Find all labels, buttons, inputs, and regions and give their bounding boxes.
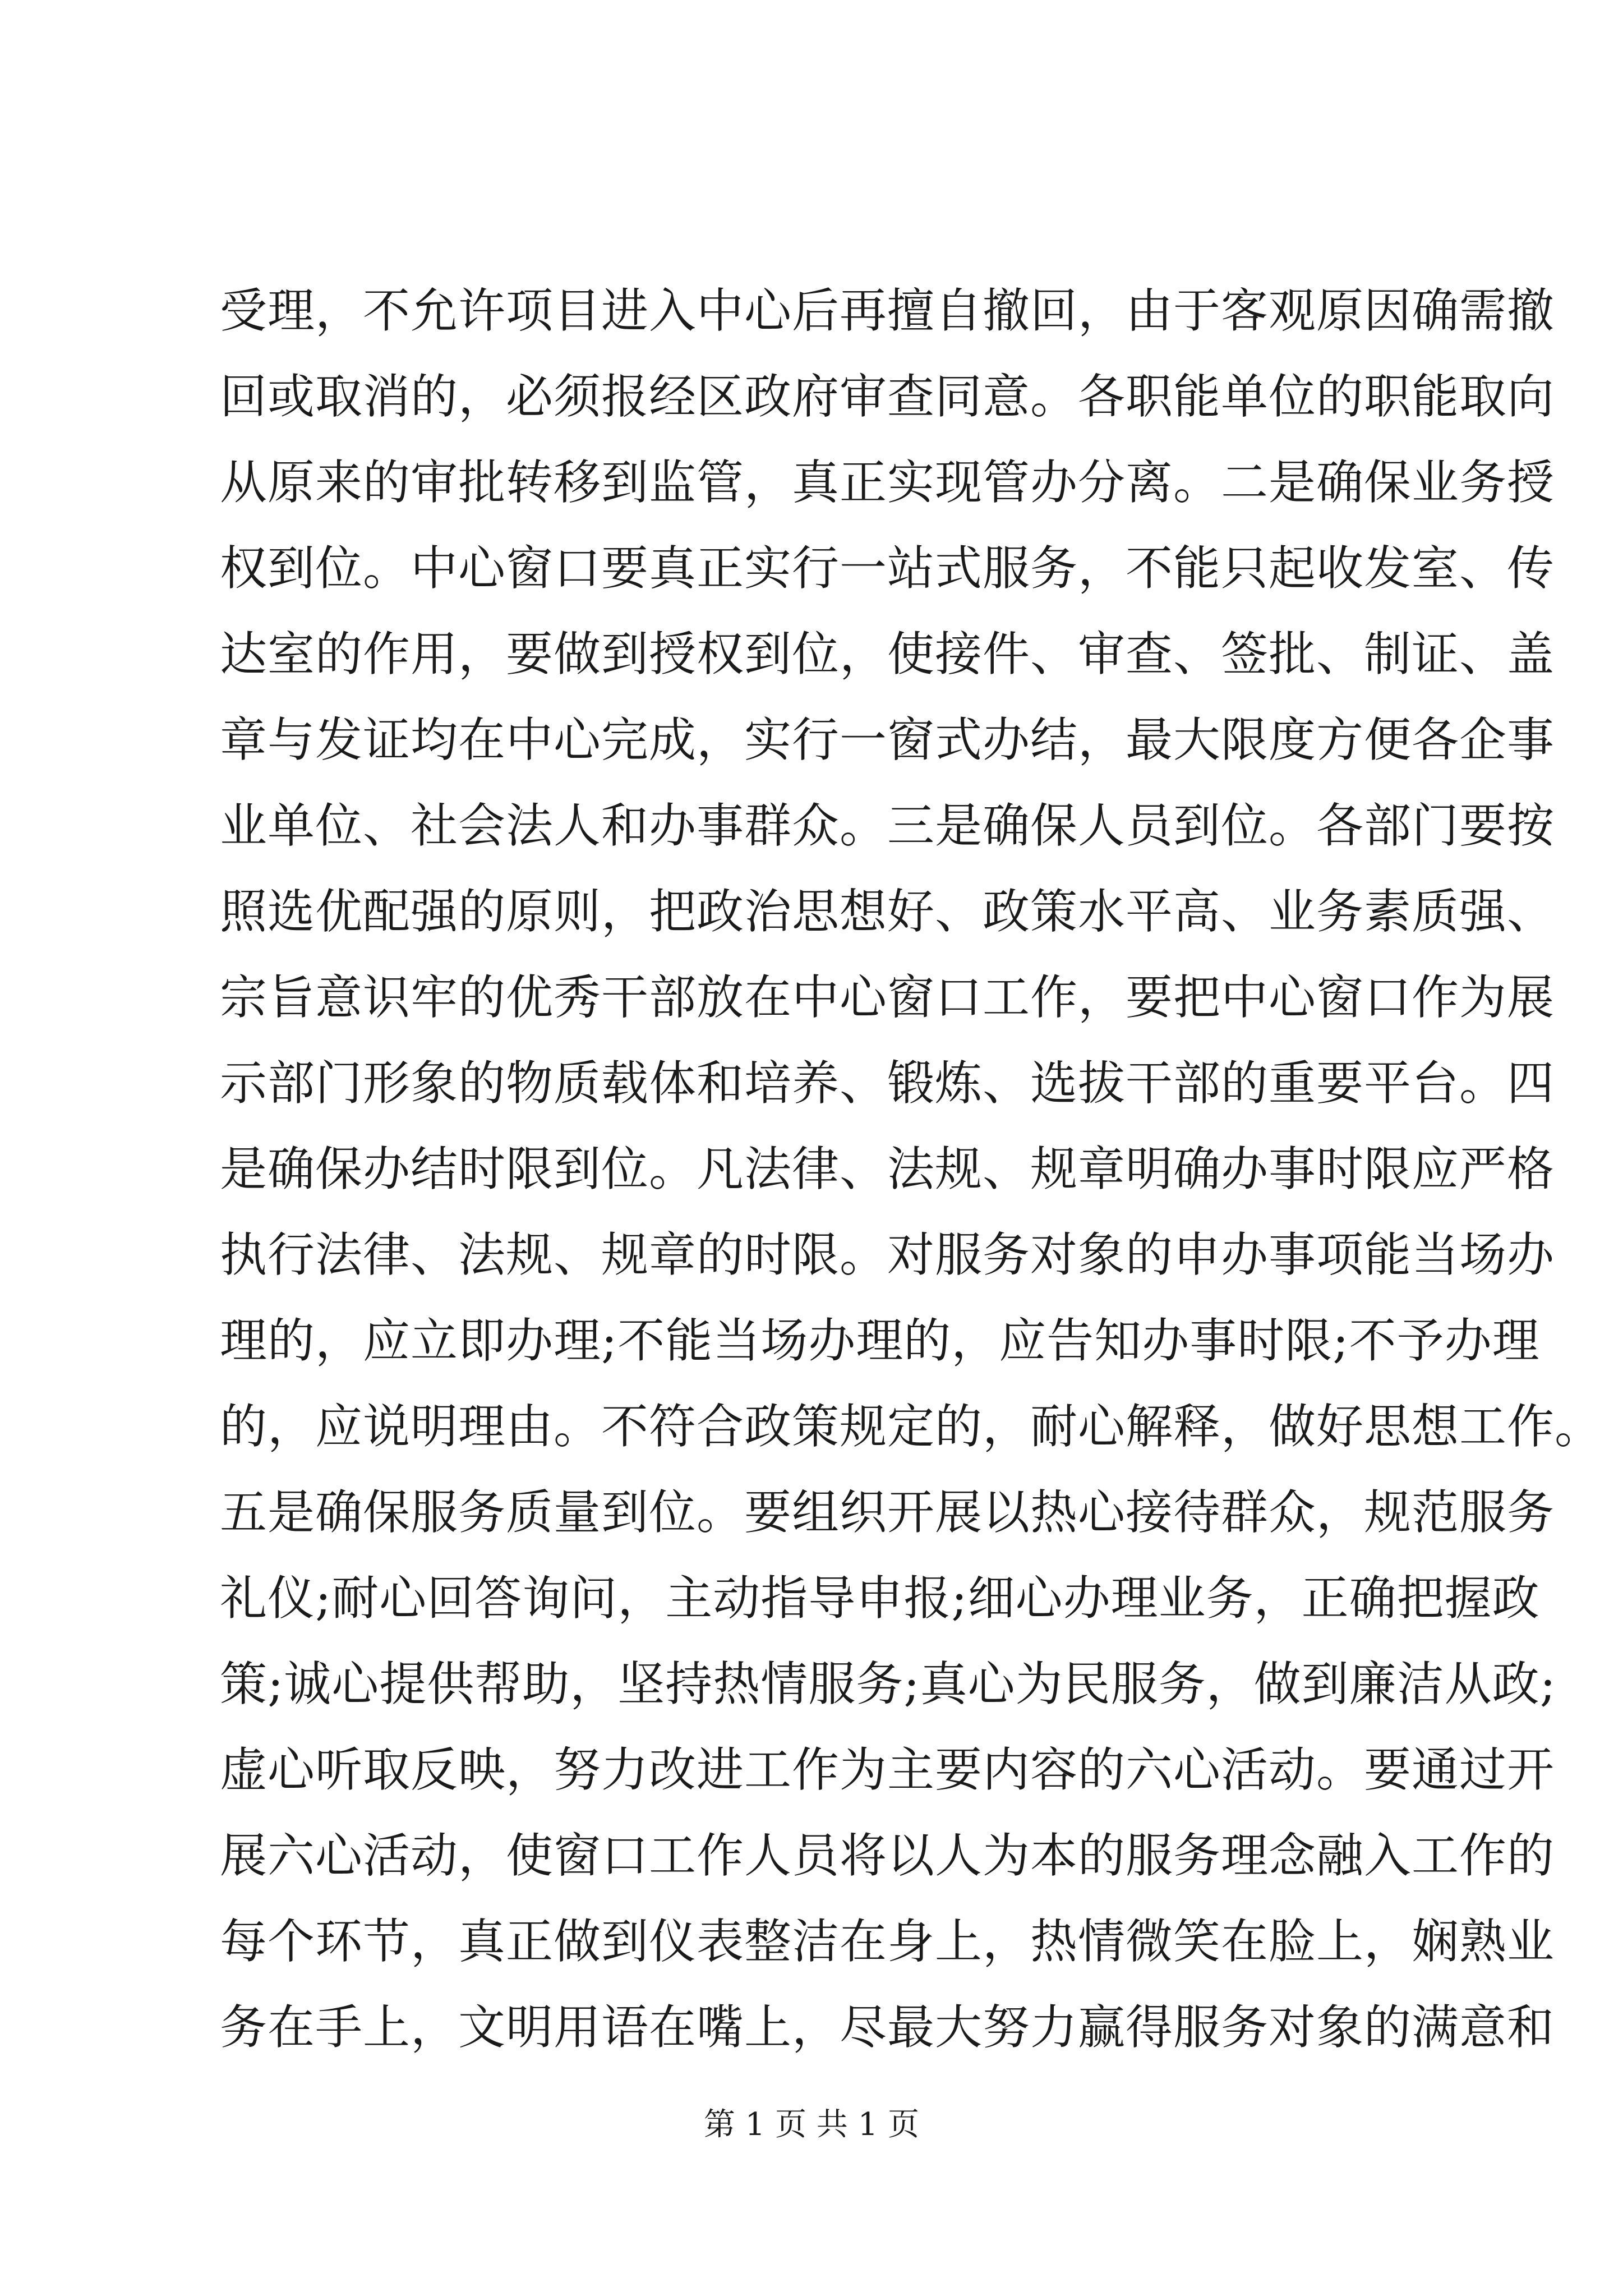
text-line: 虚心听取反映，努力改进工作为主要内容的六心活动。要通过开: [220, 1742, 1555, 1797]
text-line: 回或取消的，必须报经区政府审查同意。各职能单位的职能取向: [220, 369, 1555, 424]
page-number-label: 第 1 页 共 1 页: [703, 2106, 920, 2143]
text-line: 章与发证均在中心完成，实行一窗式办结，最大限度方便各企事: [220, 712, 1555, 767]
text-line: 照选优配强的原则，把政治思想好、政策水平高、业务素质强、: [220, 884, 1555, 939]
text-line: 达室的作用，要做到授权到位，使接件、审查、签批、制证、盖: [220, 627, 1555, 682]
text-line: 务在手上，文明用语在嘴上，尽最大努力赢得服务对象的满意和: [220, 2000, 1555, 2055]
text-line: 执行法律、法规、规章的时限。对服务对象的申办事项能当场办: [220, 1227, 1555, 1282]
text-line: 受理，不允许项目进入中心后再擅自撤回，由于客观原因确需撤: [220, 283, 1555, 338]
text-line: 示部门形象的物质载体和培养、锻炼、选拔干部的重要平台。四: [220, 1056, 1555, 1111]
text-line: 业单位、社会法人和办事群众。三是确保人员到位。各部门要按: [220, 798, 1555, 853]
body-text: [220, 268, 1603, 2070]
text-line: 的，应说明理由。不符合政策规定的，耐心解释，做好思想工作。: [220, 1399, 1603, 1454]
text-line: 宗旨意识牢的优秀干部放在中心窗口工作，要把中心窗口作为展: [220, 970, 1555, 1025]
text-line: 展六心活动，使窗口工作人员将以人为本的服务理念融入工作的: [220, 1828, 1555, 1883]
page-footer: [0, 2102, 1623, 2147]
text-line: 理的，应立即办理;不能当场办理的，应告知办事时限;不予办理: [220, 1313, 1540, 1368]
text-line: 从原来的审批转移到监管，真正实现管办分离。二是确保业务授: [220, 455, 1555, 510]
text-line: 礼仪;耐心回答询问，主动指导申报;细心办理业务，正确把握政: [220, 1571, 1540, 1626]
text-line: 策;诚心提供帮助，坚持热情服务;真心为民服务，做到廉洁从政;: [220, 1657, 1556, 1711]
text-line: 每个环节，真正做到仪表整洁在身上，热情微笑在脸上，娴熟业: [220, 1914, 1555, 1969]
text-line: 是确保办结时限到位。凡法律、法规、规章明确办事时限应严格: [220, 1142, 1555, 1197]
text-line: 权到位。中心窗口要真正实行一站式服务，不能只起收发室、传: [220, 541, 1555, 596]
text-line: 五是确保服务质量到位。要组织开展以热心接待群众，规范服务: [220, 1485, 1555, 1540]
